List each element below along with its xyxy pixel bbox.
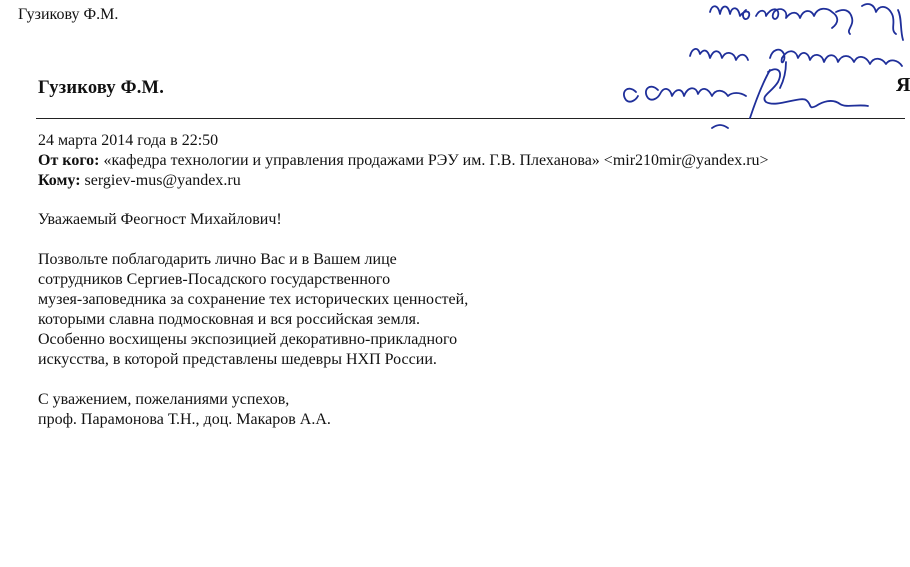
to-label: Кому: — [38, 172, 81, 189]
from-value: «кафедра технологии и управления продажами РЭУ им. Г.В. Плеханова» <mir210mir@yandex.ru> — [103, 152, 769, 169]
letter-body — [38, 210, 468, 430]
email-date: 24 марта 2014 года в 22:50 — [38, 132, 219, 149]
from-label: От кого: — [38, 152, 100, 169]
salutation: Уважаемый Феогност Михайлович! — [38, 211, 282, 228]
signature-line: проф. Парамонова Т.Н., доц. Макаров А.А. — [38, 411, 331, 428]
email-to-row — [38, 171, 769, 191]
closing-line: С уважением, пожеланиями успехов, — [38, 391, 290, 408]
body-line: Позвольте поблагодарить лично Вас и в Вашем лице — [38, 251, 397, 268]
body-line: искусства, в которой представлены шедевры НХП России. — [38, 351, 437, 368]
page-edge-mark: Я — [896, 74, 910, 96]
recipient-heading: Гузикову Ф.М. — [38, 78, 165, 98]
handwritten-note — [600, 0, 905, 130]
body-line: которыми славна подмосковная и вся российская земля. — [38, 311, 420, 328]
body-line: сотрудников Сергиев-Посадского государственного — [38, 271, 391, 288]
email-from-row — [38, 151, 769, 171]
email-metadata — [38, 131, 769, 191]
body-line: музея-заповедника за сохранение тех исторических ценностей, — [38, 291, 469, 308]
body-line: Особенно восхищены экспозицией декоративно-прикладного — [38, 331, 458, 348]
to-value: sergiev-mus@yandex.ru — [84, 172, 241, 189]
document-header-name: Гузикову Ф.М. — [18, 6, 119, 23]
